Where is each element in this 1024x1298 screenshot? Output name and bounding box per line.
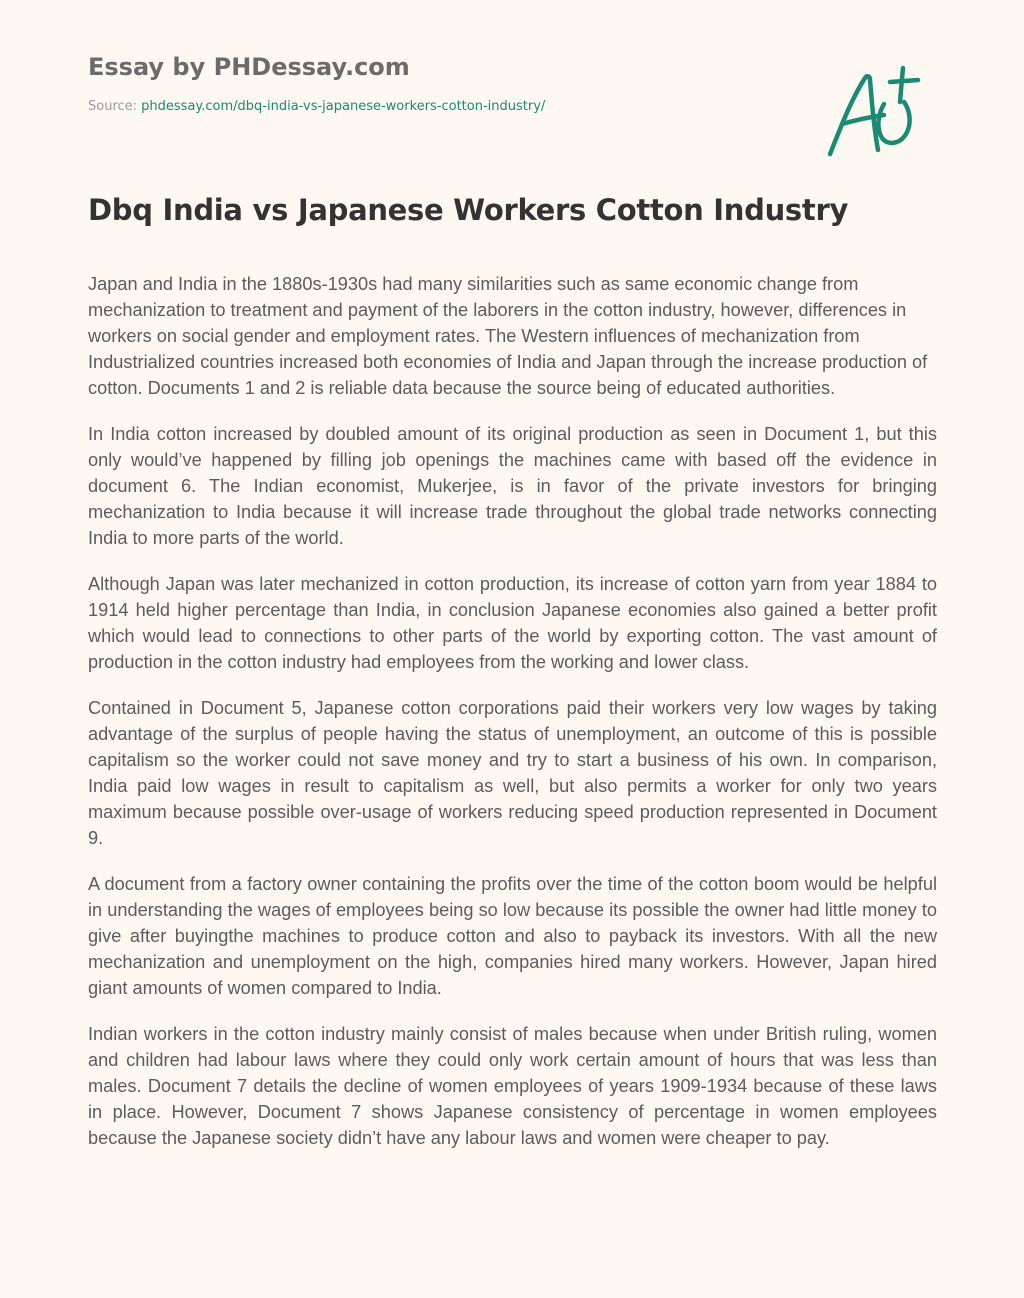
source-line xyxy=(88,98,788,116)
essay-paragraph: Indian workers in the cotton industry mainly consist of males because when under British ruling, women and children had labour laws where they could only work certain amount of hours that was less than males. Document 7 details the decline of women employees of years 1909-1934 because of these laws in place. However, Document 7 shows Japanese consistency of percentage in women employees because the Japanese society didn’t have any labour laws and women were cheaper to pay. xyxy=(88,1024,937,1148)
page-header xyxy=(88,50,788,116)
essay-paragraph: A document from a factory owner containing the profits over the time of the cotton boom would be helpful in understanding the wages of employees being so low because its possible the owner had little money to give after buyingthe machines to produce cotton and also to payback its investors. With all the new mechanization and unemployment on the high, companies hired many workers. However, Japan hired giant amounts of women compared to India. xyxy=(88,874,937,998)
essay-paragraph: Although Japan was later mechanized in cotton production, its increase of cotton yarn from year 1884 to 1914 held higher percentage than India, in conclusion Japanese economies also gained a better profit which would lead to connections to other parts of the world by exporting cotton. The vast amount of production in the cotton industry had employees from the working and lower class. xyxy=(88,574,937,672)
source-link[interactable]: phdessay.com/dbq-india-vs-japanese-workers-cotton-industry/ xyxy=(141,99,546,114)
a-plus-grade-icon xyxy=(820,62,930,162)
site-title: Essay by PHDessay.com xyxy=(88,53,410,81)
source-label: Source: xyxy=(88,99,142,114)
essay-body xyxy=(88,271,937,1251)
essay-paragraph: Japan and India in the 1880s-1930s had many similarities such as same economic change from mechanization to treatment and payment of the laborers in the cotton industry, however, differences in workers on social gender and employment rates. The Western influences of mechanization from Industrialized countries increased both economies of India and Japan through the increase production of cotton. Documents 1 and 2 is reliable data because the source being of educated authorities. xyxy=(88,274,928,398)
essay-paragraph: Contained in Document 5, Japanese cotton corporations paid their workers very low wages by taking advantage of the surplus of people having the status of unemployment, an outcome of this is possible capitalism so the worker could not save money and try to start a business of his own. In comparison, India paid low wages in result to capitalism as well, but also permits a worker for only two years maximum because possible over-usage of workers reducing speed production represented in Document 9. xyxy=(88,698,937,848)
essay-paragraph: In India cotton increased by doubled amount of its original production as seen in Document 1, but this only would’ve happened by filling job openings the machines came with based off the evidence in document 6. The Indian economist, Mukerjee, is in favor of the private investors for bringing mechanization to India because it will increase trade throughout the global trade networks connecting India to more parts of the world. xyxy=(88,424,937,548)
essay-title: Dbq India vs Japanese Workers Cotton Industry xyxy=(88,193,849,227)
